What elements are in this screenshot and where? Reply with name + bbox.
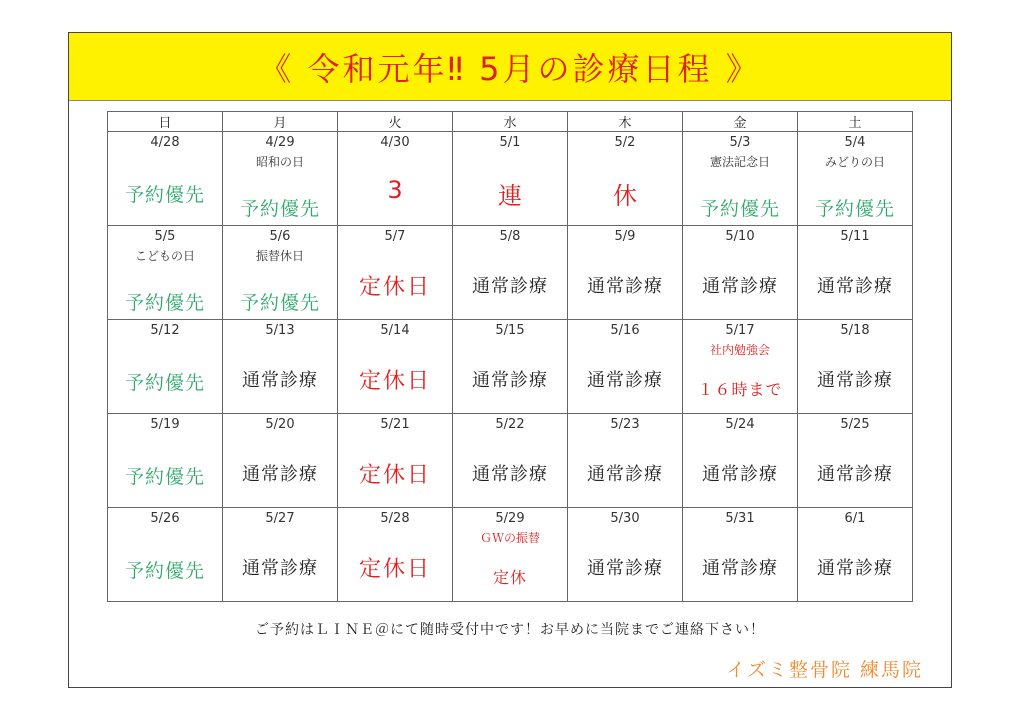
day-cell (683, 320, 798, 414)
day-cell (108, 414, 223, 508)
day-date: 5/2 (614, 135, 636, 150)
day-status: 通常診療 (242, 558, 318, 579)
day-cell (223, 508, 338, 602)
page-title: 《 令和元年‼ 5月の診療日程 》 (259, 49, 761, 88)
weekday-header: 火 (338, 112, 453, 132)
weekday-header: 水 (453, 112, 568, 132)
day-status: 予約優先 (239, 198, 320, 220)
day-cell (798, 132, 913, 226)
day-date: 5/18 (840, 323, 870, 338)
day-cell (798, 226, 913, 320)
day-status: 定休日 (358, 463, 431, 488)
day-date: 6/1 (844, 511, 866, 526)
weekday-header: 日 (108, 112, 223, 132)
day-cell (338, 508, 453, 602)
day-cell (338, 226, 453, 320)
day-status: 定休日 (358, 369, 431, 394)
day-cell (568, 132, 683, 226)
day-cell (453, 320, 568, 414)
day-date: 5/12 (150, 323, 180, 338)
day-status: 予約優先 (814, 198, 895, 220)
day-holiday-label: こどもの日 (134, 249, 195, 263)
day-date: 4/29 (265, 135, 295, 150)
day-cell (108, 132, 223, 226)
day-cell (568, 226, 683, 320)
day-holiday-label: 社内勉強会 (709, 343, 770, 357)
weekday-header: 木 (568, 112, 683, 132)
day-date: 5/19 (150, 417, 180, 432)
title-banner (69, 33, 951, 101)
day-status: 予約優先 (124, 372, 205, 394)
clinic-name: イズミ整骨院 練馬院 (726, 659, 923, 681)
day-status: 通常診療 (472, 370, 548, 391)
day-date: 5/23 (610, 417, 640, 432)
day-status: 3 (387, 176, 403, 204)
day-date: 5/3 (729, 135, 751, 150)
day-status: 通常診療 (702, 558, 778, 579)
weekday-header: 月 (223, 112, 338, 132)
day-date: 5/4 (844, 135, 866, 150)
day-date: 5/26 (150, 511, 180, 526)
day-cell (453, 508, 568, 602)
day-date: 5/10 (725, 229, 755, 244)
day-status: 休 (613, 182, 637, 210)
day-status: 通常診療 (472, 464, 548, 485)
day-date: 5/17 (725, 323, 755, 338)
day-date: 5/28 (380, 511, 410, 526)
day-cell (683, 132, 798, 226)
day-cell (568, 320, 683, 414)
day-status: 予約優先 (124, 292, 205, 314)
reservation-notice: ご予約はＬＩＮＥ＠にて随時受付中です！お早めに当院までご連絡下さい！ (255, 622, 765, 638)
day-cell (453, 226, 568, 320)
day-date: 5/6 (269, 229, 291, 244)
week-row (108, 132, 913, 226)
week-row (108, 226, 913, 320)
day-status: 通常診療 (817, 558, 893, 579)
day-date: 5/5 (154, 229, 176, 244)
day-status: 予約優先 (124, 184, 205, 206)
day-date: 5/21 (380, 417, 410, 432)
day-cell (453, 414, 568, 508)
day-date: 5/31 (725, 511, 755, 526)
day-status: 通常診療 (587, 370, 663, 391)
day-status: 定休 (492, 568, 527, 587)
day-date: 5/7 (384, 229, 406, 244)
day-status: 予約優先 (124, 466, 205, 488)
day-date: 5/16 (610, 323, 640, 338)
day-status: 通常診療 (242, 464, 318, 485)
day-status: 予約優先 (239, 292, 320, 314)
day-holiday-label: 憲法記念日 (709, 155, 770, 169)
day-status: １６時まで (697, 380, 783, 399)
calendar-table (107, 111, 913, 602)
day-date: 5/8 (499, 229, 521, 244)
day-date: 5/30 (610, 511, 640, 526)
day-date: 5/22 (495, 417, 525, 432)
week-row (108, 508, 913, 602)
day-cell (798, 414, 913, 508)
day-holiday-label: みどりの日 (824, 155, 885, 169)
day-date: 5/15 (495, 323, 525, 338)
weekday-header: 土 (798, 112, 913, 132)
day-cell (683, 226, 798, 320)
day-cell (338, 320, 453, 414)
day-cell (568, 414, 683, 508)
day-holiday-label: ＧＷの振替 (479, 531, 540, 545)
day-date: 5/20 (265, 417, 295, 432)
day-date: 5/11 (840, 229, 870, 244)
day-holiday-label: 振替休日 (255, 249, 304, 263)
day-date: 5/13 (265, 323, 295, 338)
day-status: 連 (498, 182, 522, 210)
day-cell (568, 508, 683, 602)
day-status: 通常診療 (702, 464, 778, 485)
day-status: 定休日 (358, 557, 431, 582)
day-cell (338, 414, 453, 508)
day-cell (798, 320, 913, 414)
day-date: 5/9 (614, 229, 636, 244)
day-date: 5/29 (495, 511, 525, 526)
day-status: 通常診療 (817, 464, 893, 485)
schedule-sheet (68, 32, 952, 688)
day-date: 5/27 (265, 511, 295, 526)
day-date: 5/14 (380, 323, 410, 338)
day-status: 予約優先 (699, 198, 780, 220)
day-cell (683, 508, 798, 602)
day-status: 通常診療 (587, 558, 663, 579)
day-cell (453, 132, 568, 226)
day-status: 通常診療 (242, 370, 318, 391)
day-cell (223, 132, 338, 226)
day-status: 通常診療 (587, 464, 663, 485)
day-cell (108, 320, 223, 414)
day-date: 5/24 (725, 417, 755, 432)
day-status: 定休日 (358, 275, 431, 300)
day-cell (338, 132, 453, 226)
day-status: 通常診療 (702, 276, 778, 297)
day-date: 4/28 (150, 135, 180, 150)
day-cell (798, 508, 913, 602)
day-cell (223, 320, 338, 414)
day-status: 通常診療 (472, 276, 548, 297)
day-cell (683, 414, 798, 508)
day-date: 5/1 (499, 135, 521, 150)
day-status: 通常診療 (817, 370, 893, 391)
day-status: 通常診療 (817, 276, 893, 297)
day-status: 通常診療 (587, 276, 663, 297)
weekday-header-row (108, 112, 913, 132)
day-cell (223, 226, 338, 320)
day-status: 予約優先 (124, 560, 205, 582)
day-holiday-label: 昭和の日 (255, 155, 304, 169)
day-date: 4/30 (380, 135, 410, 150)
day-cell (108, 508, 223, 602)
week-row (108, 414, 913, 508)
calendar-body (108, 132, 913, 602)
day-date: 5/25 (840, 417, 870, 432)
day-cell (108, 226, 223, 320)
weekday-header: 金 (683, 112, 798, 132)
week-row (108, 320, 913, 414)
day-cell (223, 414, 338, 508)
